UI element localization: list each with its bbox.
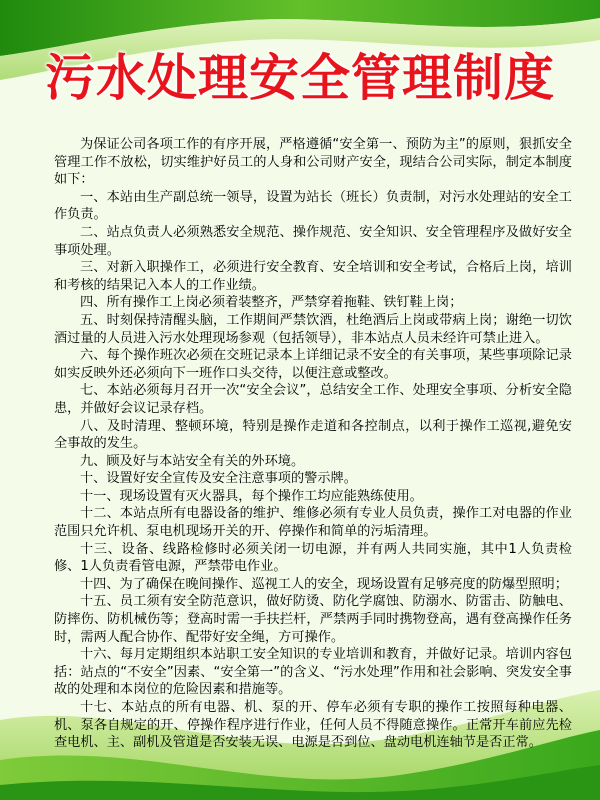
intro-paragraph: 为保证公司各项工作的有序开展，严格遵循“安全第一、预防为主”的原则，狠抓安全管理工作不放松，切实维护好员工的人身和公司财产安全，现结合公司实际，制定本制度如下： [54,137,572,188]
rule-item-1: 一、本站由生产副总统一领导，设置为站长（班长）负责制，对污水处理站的安全工作负责。 [54,189,572,223]
rule-item-10: 十、设置好安全宣传及安全注意事项的警示牌。 [80,471,357,487]
rule-item-9: 九、顾及好与本站安全有关的外环境。 [80,453,305,469]
rule-item-16: 十六、每月定期组织本站职工安全知识的专业培训和教育，并做好记录。培训内容包括：站点的“不安全”因素、“安全第一”的含义、“污水处理”作用和社会影响、突发安全事故的处理和本岗位的危险因素和措施等。 [54,647,572,698]
rule-item-12: 十二、本站点所有电器设备的维护、维修必须有专业人员负责，操作工对电器的作业范围只允许机、泵电机现场开关的开、停操作和简单的污垢清理。 [54,506,572,540]
rule-item-15: 十五、员工须有安全防范意识，做好防烫、防化学腐蚀、防溺水、防雷击、防触电、防摔伤、防机械伤等；登高时需一手扶拦杆，严禁两手同时携物登高，遇有登高操作任务时，需两人配合协作、配带好安全绳，方可操作。 [54,594,572,645]
page-title: 污水处理安全管理制度 [45,49,555,107]
rule-item-2: 二、站点负责人必须熟悉安全规范、操作规范、安全知识、安全管理程序及做好安全事项处理。 [54,224,572,258]
rule-item-8: 八、及时清理、整顿环境，特别是操作走道和各控制点，以利于操作工巡视,避免安全事故的发生。 [54,418,572,452]
regulation-body [54,136,572,752]
rule-item-11: 十一、现场设置有灭火器具，每个操作工均应能熟练使用。 [80,488,423,504]
rule-item-6: 六、每个操作班次必须在交班记录本上详细记录不安全的有关事项，某些事项除记录如实反映外还必须向下一班作口头交待，以便注意或整改。 [54,348,572,381]
rule-item-7: 七、本站必须每月召开一次“安全会议”，总结安全工作、处理安全事项、分析安全隐患，并做好会议记录存档。 [54,383,572,416]
rule-item-4: 四、所有操作工上岗必须着装整齐，严禁穿着拖鞋、铁钉鞋上岗； [80,295,463,311]
rule-item-3: 三、对新入职操作工，必须进行安全教育、安全培训和安全考试，合格后上岗，培训和考核的结果记入本人的工作业绩。 [54,260,572,293]
rule-item-5: 五、时刻保持清醒头脑，工作期间严禁饮酒，杜绝酒后上岗或带病上岗；谢绝一切饮酒过量的人员进入污水处理现场参观（包括领导），非本站点人员未经许可禁止进入。 [54,312,572,346]
rule-item-14: 十四、为了确保在晚间操作、巡视工人的安全，现场设置有足够亮度的防爆型照明； [80,576,568,592]
rule-item-13: 十三、设备、线路检修时必须关闭一切电源，并有两人共同实施，其中1人负责检修、1人负责看管电源，严禁带电作业。 [54,541,572,575]
rule-item-17: 十七、本站点的所有电器、机、泵的开、停车必须有专职的操作工按照每种电器、机、泵各自规定的开、停操作程序进行作业，任何人员不得随意操作。正常开车前应先检查电机、主、副机及管道是否安装无误、电源是否到位、盘动电机连轴节是否正常。 [54,700,572,751]
